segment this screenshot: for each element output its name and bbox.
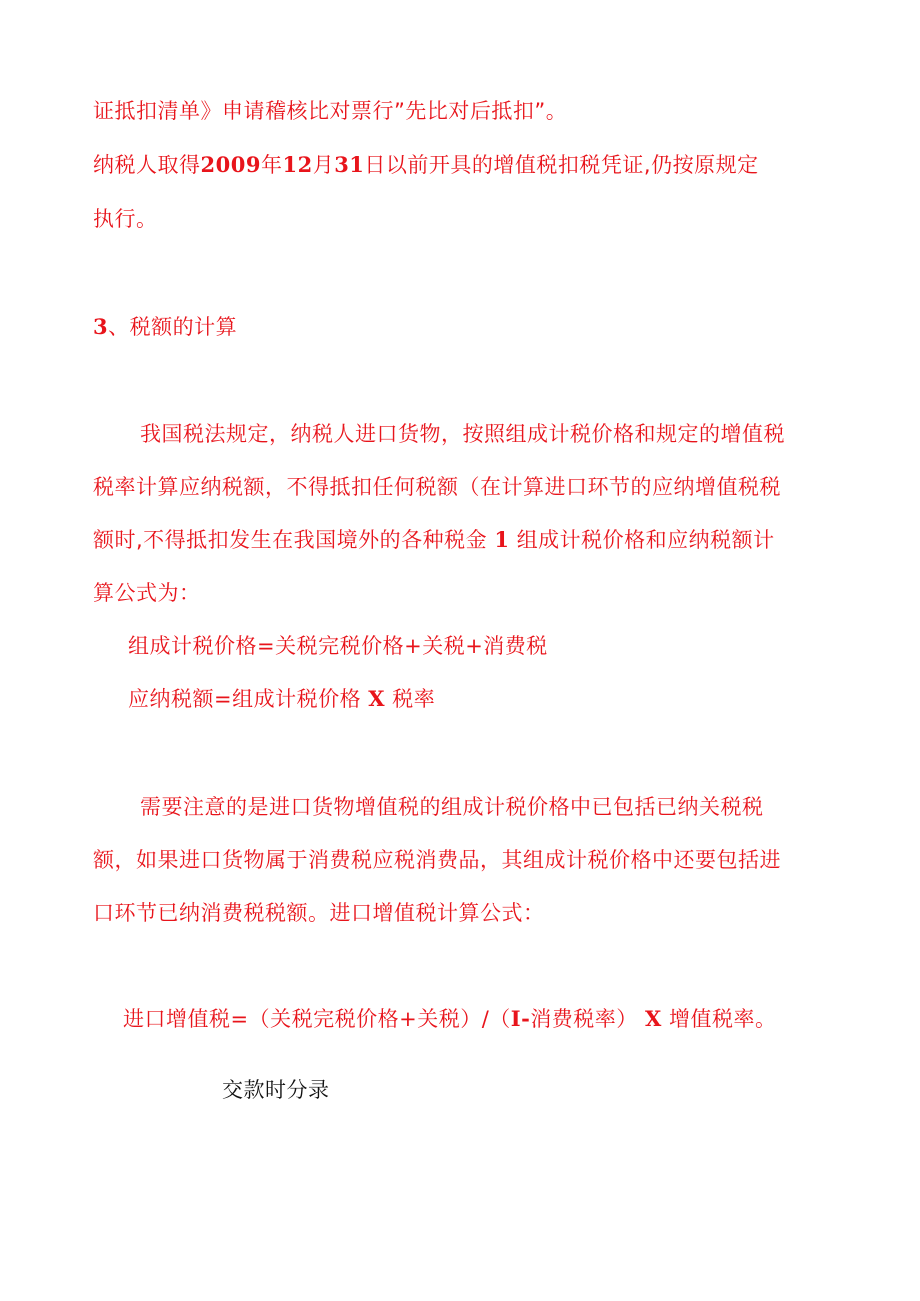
entry-label (222, 1075, 330, 1105)
text-run: 税率计算应纳税额，不得抵扣任何税额（在计算进口环节的应纳增值税税 (93, 475, 781, 499)
paragraph-line (93, 204, 158, 234)
paragraph-line (93, 578, 201, 608)
multiply-sign: X (368, 686, 386, 711)
paragraph-line (93, 898, 545, 928)
text-run: 需要注意的是进口货物增值税的组成计税价格中已包括已纳关税税 (140, 795, 764, 819)
text-run: 月 (312, 153, 335, 177)
formula-text: 应纳税额=组成计税价格 (128, 687, 362, 711)
formula-text: 进口增值税=（关税完税价格+关税）/（ (123, 1007, 511, 1031)
text-run: 纳税人取得 (93, 153, 201, 177)
paragraph-line (93, 150, 759, 180)
text-run: 组成计税价格和应纳税额计 (516, 528, 775, 552)
formula-text: 组成计税价格=关税完税价格+关税+消费税 (128, 634, 548, 658)
formula-line (128, 684, 435, 714)
footnote-number: 1 (494, 527, 510, 552)
text-run: 日以前开具的增值税扣税凭证,仍按原规定 (364, 153, 759, 177)
month-number: 12 (282, 152, 313, 177)
formula-text: 增值税率。 (668, 1007, 777, 1031)
multiply-sign: X (645, 1006, 662, 1031)
paragraph-line (93, 96, 567, 126)
formula-text: 税率 (392, 687, 436, 711)
paragraph-line (93, 525, 775, 555)
text-run: 证抵扣清单》申请稽核比对票行”先比对后抵扣”。 (93, 99, 568, 123)
paragraph-line (93, 472, 781, 502)
text-run: 交款时分录 (222, 1078, 330, 1102)
text-run: 我国税法规定，纳税人进口货物，按照组成计税价格和规定的增值税 (140, 422, 785, 446)
year-number: 2009 (200, 152, 261, 177)
heading-number: 3 (93, 314, 109, 339)
text-run: 执行。 (93, 207, 158, 231)
paragraph-line (140, 419, 785, 449)
formula-line (123, 1004, 776, 1034)
section-heading (93, 312, 237, 342)
text-run: 年 (260, 153, 283, 177)
formula-line (128, 631, 548, 661)
text-run: 额，如果进口货物属于消费税应税消费品，其组成计税价格中还要包括进 (93, 848, 781, 872)
text-run: 算公式为： (93, 581, 201, 605)
formula-one-minus: I- (510, 1006, 531, 1031)
formula-text: 消费税率） (530, 1007, 638, 1031)
paragraph-line (140, 792, 764, 822)
heading-text: 、税额的计算 (108, 315, 238, 339)
text-run: 额时,不得抵扣发生在我国境外的各种税金 (93, 528, 488, 552)
text-run: 口环节已纳消费税税额。进口增值税计算公式： (93, 901, 545, 925)
day-number: 31 (334, 152, 365, 177)
paragraph-line (93, 845, 781, 875)
